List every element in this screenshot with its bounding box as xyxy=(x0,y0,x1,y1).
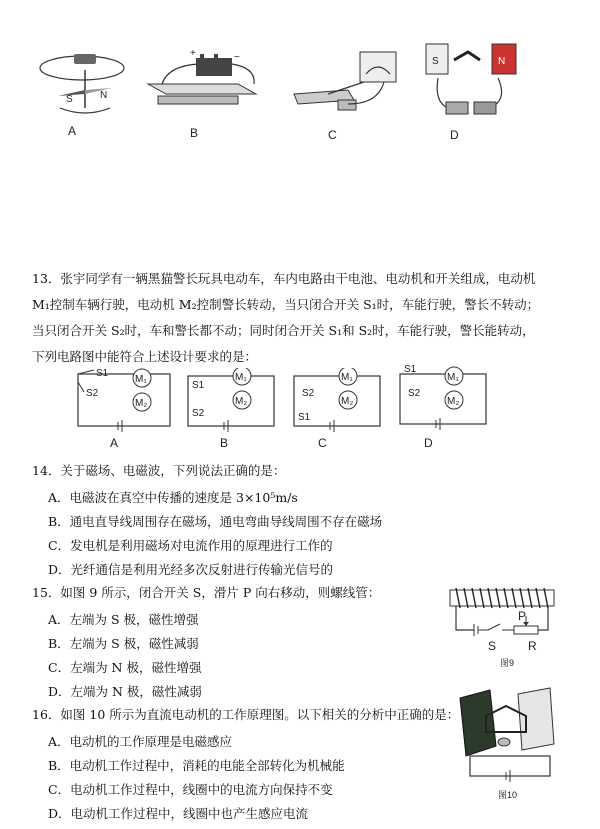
circuit-d xyxy=(394,364,494,432)
question-15-option-b: B．左端为 S 极，磁性减弱 xyxy=(48,636,199,651)
svg-text:S1: S1 xyxy=(96,368,109,379)
figure-10-dc-motor xyxy=(456,686,560,782)
svg-text:M₁: M₁ xyxy=(135,374,147,385)
svg-text:S2: S2 xyxy=(86,388,99,399)
figure-b-label: B xyxy=(190,126,199,140)
svg-text:S2: S2 xyxy=(192,408,205,419)
figure-a-compass-needle xyxy=(30,40,140,120)
svg-text:N: N xyxy=(100,90,108,101)
question-13-line-1: 13．张宇同学有一辆黑猫警长玩具电动车，车内电路由干电池、电动机和开关组成，电动机 xyxy=(32,271,536,286)
svg-text:R: R xyxy=(528,639,537,653)
svg-text:S2: S2 xyxy=(302,388,315,399)
svg-text:M₁: M₁ xyxy=(447,372,459,383)
question-15-option-a: A．左端为 S 极，磁性增强 xyxy=(48,612,199,627)
circuit-b xyxy=(180,368,280,432)
question-14-stem: 14．关于磁场、电磁波，下列说法正确的是： xyxy=(32,463,286,478)
svg-text:P: P xyxy=(518,609,527,623)
svg-text:S1: S1 xyxy=(404,364,417,375)
question-14-option-d: D．光纤通信是利用光经多次反射进行传输光信号的 xyxy=(48,562,334,577)
svg-text:N: N xyxy=(498,56,506,67)
circuit-c xyxy=(286,368,386,432)
svg-text:M₁: M₁ xyxy=(341,372,353,383)
svg-text:S1: S1 xyxy=(192,380,205,391)
svg-text:M₂: M₂ xyxy=(447,396,460,407)
circuit-c-label: C xyxy=(318,436,327,450)
circuit-d-label: D xyxy=(424,436,433,450)
svg-text:+: + xyxy=(190,48,196,59)
question-13-line-2: M₁控制车辆行驶，电动机 M₂控制警长转动，当只闭合开关 S₁时，车能行驶，警长不转动； xyxy=(32,297,540,312)
question-16-option-d: D．电动机工作过程中，线圈中也产生感应电流 xyxy=(48,806,309,821)
question-15-option-d: D．左端为 N 极，磁性减弱 xyxy=(48,684,202,699)
svg-text:M₂: M₂ xyxy=(341,396,354,407)
question-15-stem: 15．如图 9 所示，闭合开关 S，滑片 P 向右移动，则螺线管： xyxy=(32,585,381,600)
svg-text:M₂: M₂ xyxy=(135,398,148,409)
question-14-option-c: C．发电机是利用磁场对电流作用的原理进行工作的 xyxy=(48,538,333,553)
circuit-b-label: B xyxy=(220,436,229,450)
question-16-option-a: A．电动机的工作原理是电磁感应 xyxy=(48,734,233,749)
figure-b-battery-rail xyxy=(138,44,268,124)
question-15-option-c: C．左端为 N 极，磁性增强 xyxy=(48,660,202,675)
figure-a-label: A xyxy=(68,124,77,138)
svg-text:S: S xyxy=(66,94,73,105)
svg-text:S2: S2 xyxy=(408,388,421,399)
figure-d-magnet-motor xyxy=(418,38,528,128)
figure-d-label: D xyxy=(450,128,459,142)
svg-text:S1: S1 xyxy=(298,412,311,423)
svg-text:S: S xyxy=(432,56,439,67)
circuit-a xyxy=(62,368,177,432)
question-13-line-3: 当只闭合开关 S₂时，车和警长都不动；同时闭合开关 S₁和 S₂时，车能行驶，警长能转动， xyxy=(32,323,535,338)
question-14-option-a: A．电磁波在真空中传播的速度是 3×10⁵m/s xyxy=(48,490,298,505)
figure-9-caption: 图9 xyxy=(500,658,515,668)
svg-text:M₁: M₁ xyxy=(235,372,247,383)
svg-text:S: S xyxy=(488,639,497,653)
svg-text:M₂: M₂ xyxy=(235,396,248,407)
question-16-option-c: C．电动机工作过程中，线圈中的电流方向保持不变 xyxy=(48,782,333,797)
question-14-option-b: B．通电直导线周围存在磁场，通电弯曲导线周围不存在磁场 xyxy=(48,514,383,529)
svg-text:−: − xyxy=(234,52,240,63)
question-13-line-4: 下列电路图中能符合上述设计要求的是： xyxy=(32,349,258,364)
figure-9-solenoid-circuit xyxy=(444,584,560,660)
figure-c-label: C xyxy=(328,128,337,142)
figure-c-galvanometer xyxy=(288,44,408,124)
figure-10-caption: 图10 xyxy=(498,790,518,800)
question-16-option-b: B．电动机工作过程中，消耗的电能全部转化为机械能 xyxy=(48,758,345,773)
circuit-a-label: A xyxy=(110,436,119,450)
question-16-stem: 16．如图 10 所示为直流电动机的工作原理图。以下相关的分析中正确的是： xyxy=(32,707,460,722)
